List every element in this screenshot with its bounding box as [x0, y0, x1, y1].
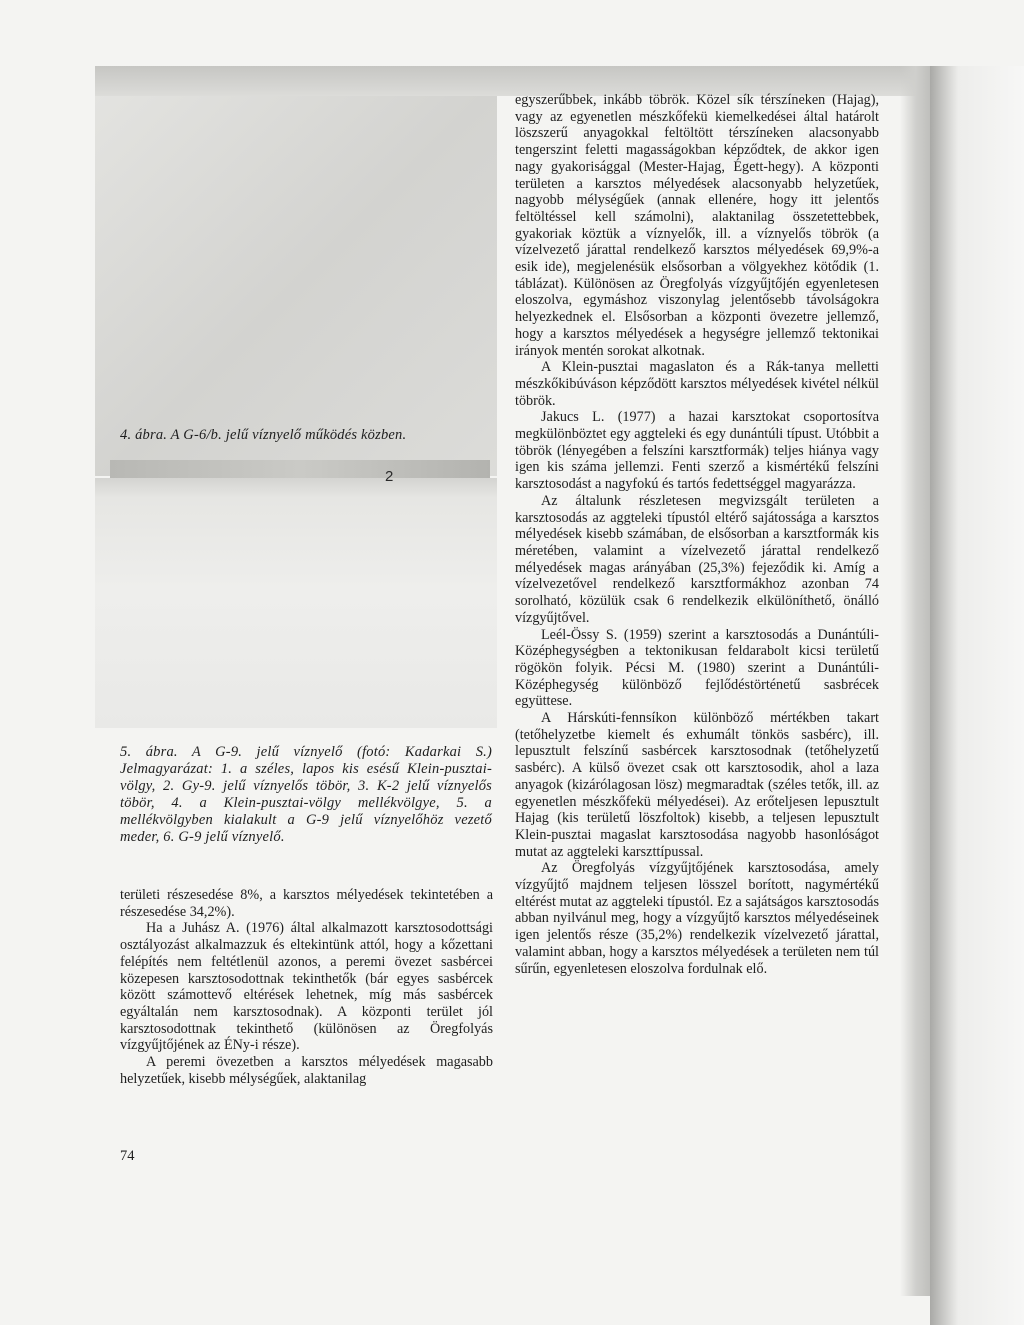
left-text-column: [120, 887, 493, 1087]
right-paragraph-2: A Klein-pusztai magaslaton és a Rák-tanya melletti mészkőkibúváson képződött karsztos mélyedések kivétel nélkül töbrök.: [515, 359, 879, 409]
scan-page-edge: [930, 66, 1024, 1325]
left-paragraph-3: A peremi övezetben a karsztos mélyedések magasabb helyzetűek, kisebb mélységűek, alaktanilag: [120, 1054, 493, 1087]
right-paragraph-4: Az általunk részletesen megvizsgált területen a karsztosodás az aggteleki típustól eltérő sajátossága a karsztos mélyedések kisebb számában, de elsősorban a karsztformák kis méretében, valamint a vízelvezető járattal rendelkező mélyedések magas arányában (25,3%) fejeződik ki. Amíg a vízelvezetővel rendelkező karsztformákhoz azonban 74 sorolható, közülük csak 6 rendelkezik elkülöníthető, önálló vízgyűjtővel.: [515, 492, 879, 626]
figure-5-top-band: [110, 460, 490, 478]
right-paragraph-7: Az Öregfolyás vízgyűjtőjének karsztosodása, amely vízgyűjtő majdnem teljesen lösszel borított, nagymértékű eltérést mutat az aggteleki típustól. Ez a sajátságos karsztosodás abban nyilvánul meg, hogy a vízgyűjtő karsztos mélyedéseinek igen jelentős része (35,2%) rendelkezik vízelvezető járattal, valamint abban, hogy a karsztos mélyedések a területen nem túl sűrűn, egyenletesen eloszolva fordulnak elő.: [515, 860, 879, 977]
figure-5-photo-number: 2: [385, 468, 394, 485]
right-text-column: [515, 92, 879, 977]
figure-5-photo: [95, 478, 497, 728]
right-paragraph-6: A Hárskúti-fennsíkon különböző mértékben takart (tetőhelyzetbe kiemelt és exhumált tönkös sasbérc), ill. lepusztult felszínű sasbércek karsztosodnak (tetőhelyzetű sasbérc). A külső övezet csak ott karsztosodik, ahol a laza anyagok (kizárólagosan lösz) megmaradtak (széles tetők, ill. az egyenetlen mészkőfekü mélyedései). Az erőteljesen lepusztult Hajag (kis területű löszfoltok) kisebb, a teljesen lepusztult Klein-pusztai magaslat karsztosodása nagyobb hasonlóságot mutat az aggteleki karszttípussal.: [515, 710, 879, 860]
figure-4-photo: [95, 96, 497, 476]
page-number: 74: [120, 1148, 135, 1164]
right-paragraph-3: Jakucs L. (1977) a hazai karsztokat csoportosítva megkülönböztet egy aggteleki és egy dunántúli típust. Utóbbit a töbrök (lényegében a felszíni karsztformák) teljes hiánya vagy igen kis száma jellemzi. Fenti szerző a kismértékű felszíni karsztosodást a nagyfokú és tartós fedettséggel magyarázza.: [515, 409, 879, 493]
right-paragraph-1: egyszerűbbek, inkább töbrök. Közel sík térszíneken (Hajag), vagy az egyenetlen mészkőfekü kiemelkedései által határolt löszszerű anyagokkal feltöltött térszíneken alacsonyabb tengerszint feletti magasságokban képződtek, de akkor igen nagy gyakorisággal (Mester-Hajag, Égett-hegy). A központi területen a karsztos mélyedések alacsonyabb helyzetűek, nagyobb mélységűek (annak ellenére, hogy itt jelentős feltöltéssel kell számolni), alaktanilag összetettebbek, gyakoriak köztük a víznyelők, ill. a víznyelős töbrök (a vízelvezető járattal rendelkező karsztos mélyedések 69,9%-a esik ide), megjelenésük elsősorban a völgyekhez kötődik (1. táblázat). Különösen az Öregfolyás vízgyűjtőjén egyenletesen eloszolva, egymáshoz viszonylag jelentősebb távolságokra helyezkednek el. Elsősorban a központi övezetre jellemző, hogy a karsztos mélyedések a hegységre jellemző tektonikai irányok mentén sorokat alkotnak.: [515, 92, 879, 359]
left-paragraph-1: területi részesedése 8%, a karsztos mélyedések tekintetében a részesedése 34,2%).: [120, 887, 493, 920]
figure-5-caption: 5. ábra. A G-9. jelű víznyelő (fotó: Kadarkai S.) Jelmagyarázat: 1. a széles, lapos kis esésű Klein-pusztai-völgy, 2. Gy-9. jelű víznyelős töbör, 3. K-2 jelű víznyelős töbör, 4. a Klein-pusztai-völgy mellékvölgye, 5. a mellékvölgyben kialakult a G-9 jelű víznyelőhöz vezető meder, 6. G-9 jelű víznyelő.: [120, 744, 492, 845]
right-paragraph-5: Leél-Össy S. (1959) szerint a karsztosodás a Dunántúli-Középhegységben a tektonikusan feldarabolt kicsi területű rögökön folyik. Pécsi M. (1980) szerint a Dunántúli-Középhegység különböző fejlődéstörténetű sasbrécek együttese.: [515, 626, 879, 710]
left-paragraph-2: Ha a Juhász A. (1976) által alkalmazott karsztosodottsági osztályozást alkalmazzuk és eltekintünk attól, hogy a kőzettani felépítés nem feltétlenül azonos, a peremi övezet sasbércei közepesen karsztosodottnak tekinthetők (bár egyes sasbércek között számottevő eltérések lehetnek, míg más sasbércek egyáltalán nem karsztosodnak). A központi terület jól karsztosodottnak tekinthető (különösen az Öregfolyás vízgyűjtőjének az ÉNy-i része).: [120, 920, 493, 1054]
figure-4-caption: 4. ábra. A G-6/b. jelű víznyelő működés közben.: [120, 427, 407, 443]
